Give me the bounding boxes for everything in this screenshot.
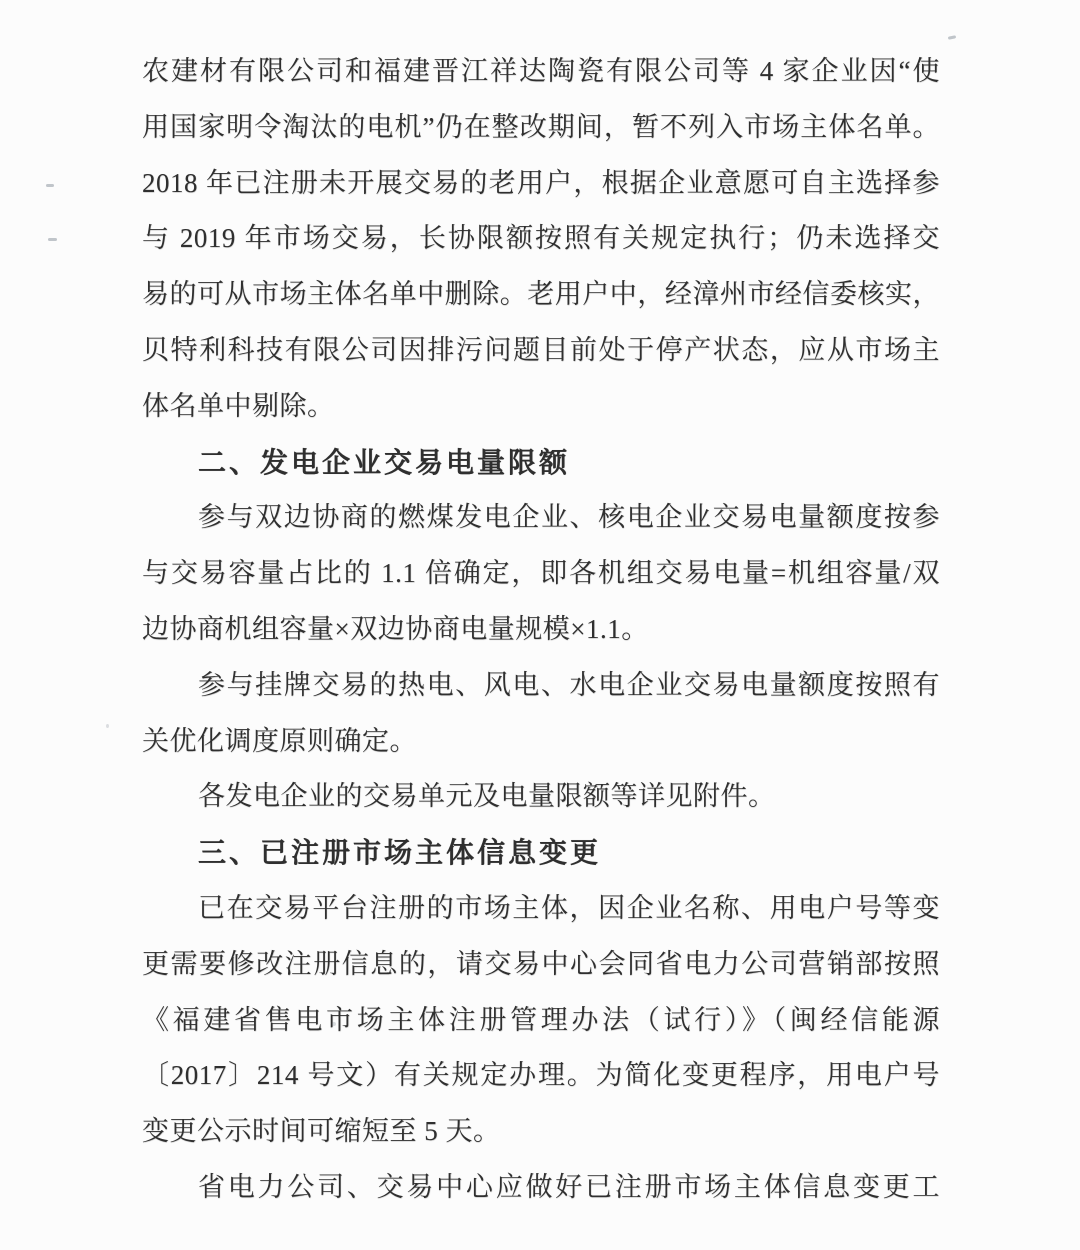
document-line: 体名单中剔除。	[142, 390, 335, 421]
document-line: 2018 年已注册未开展交易的老用户，根据企业意愿可自主选择参	[142, 167, 940, 198]
section-heading: 三、已注册市场主体信息变更	[198, 837, 602, 869]
document-line: 《福建省售电市场主体注册管理办法（试行）》（闽经信能源	[142, 1004, 940, 1035]
scan-artifact	[46, 184, 54, 187]
document-line: 更需要修改注册信息的，请交易中心会同省电力公司营销部按照	[142, 948, 940, 979]
document-line: 用国家明令淘汰的电机”仍在整改期间，暂不列入市场主体名单。	[142, 111, 940, 142]
document-line: 边协商机组容量×双边协商电量规模×1.1。	[142, 613, 649, 644]
document-line: 易的可从市场主体名单中删除。老用户中，经漳州市经信委核实，	[142, 279, 940, 310]
document-line: 贝特利科技有限公司因排污问题目前处于停产状态，应从市场主	[142, 334, 940, 365]
document-line: 已在交易平台注册的市场主体，因企业名称、用电户号等变	[198, 892, 940, 923]
scan-artifact	[332, 1022, 336, 1026]
scan-artifact	[48, 238, 57, 241]
document-line: 农建材有限公司和福建晋江祥达陶瓷有限公司等 4 家企业因“使	[142, 56, 940, 86]
scan-artifact	[106, 724, 109, 728]
document-line: 变更公示时间可缩短至 5 天。	[142, 1116, 501, 1147]
section-heading: 二、发电企业交易电量限额	[198, 446, 571, 478]
document-text-block	[142, 44, 940, 1216]
document-line: 各发电企业的交易单元及电量限额等详见附件。	[198, 781, 776, 812]
document-line: 省电力公司、交易中心应做好已注册市场主体信息变更工	[198, 1171, 940, 1202]
document-line: 与交易容量占比的 1.1 倍确定，即各机组交易电量=机组容量/双	[142, 558, 940, 589]
document-line: 参与双边协商的燃煤发电企业、核电企业交易电量额度按参	[198, 502, 940, 533]
document-line: 与 2019 年市场交易，长协限额按照有关规定执行；仍未选择交	[142, 223, 940, 254]
document-line: 参与挂牌交易的热电、风电、水电企业交易电量额度按照有	[198, 669, 940, 700]
document-line: 关优化调度原则确定。	[142, 725, 417, 756]
document-line: 〔2017〕214 号文）有关规定办理。为简化变更程序，用电户号	[142, 1060, 940, 1091]
scan-artifact	[948, 35, 956, 40]
